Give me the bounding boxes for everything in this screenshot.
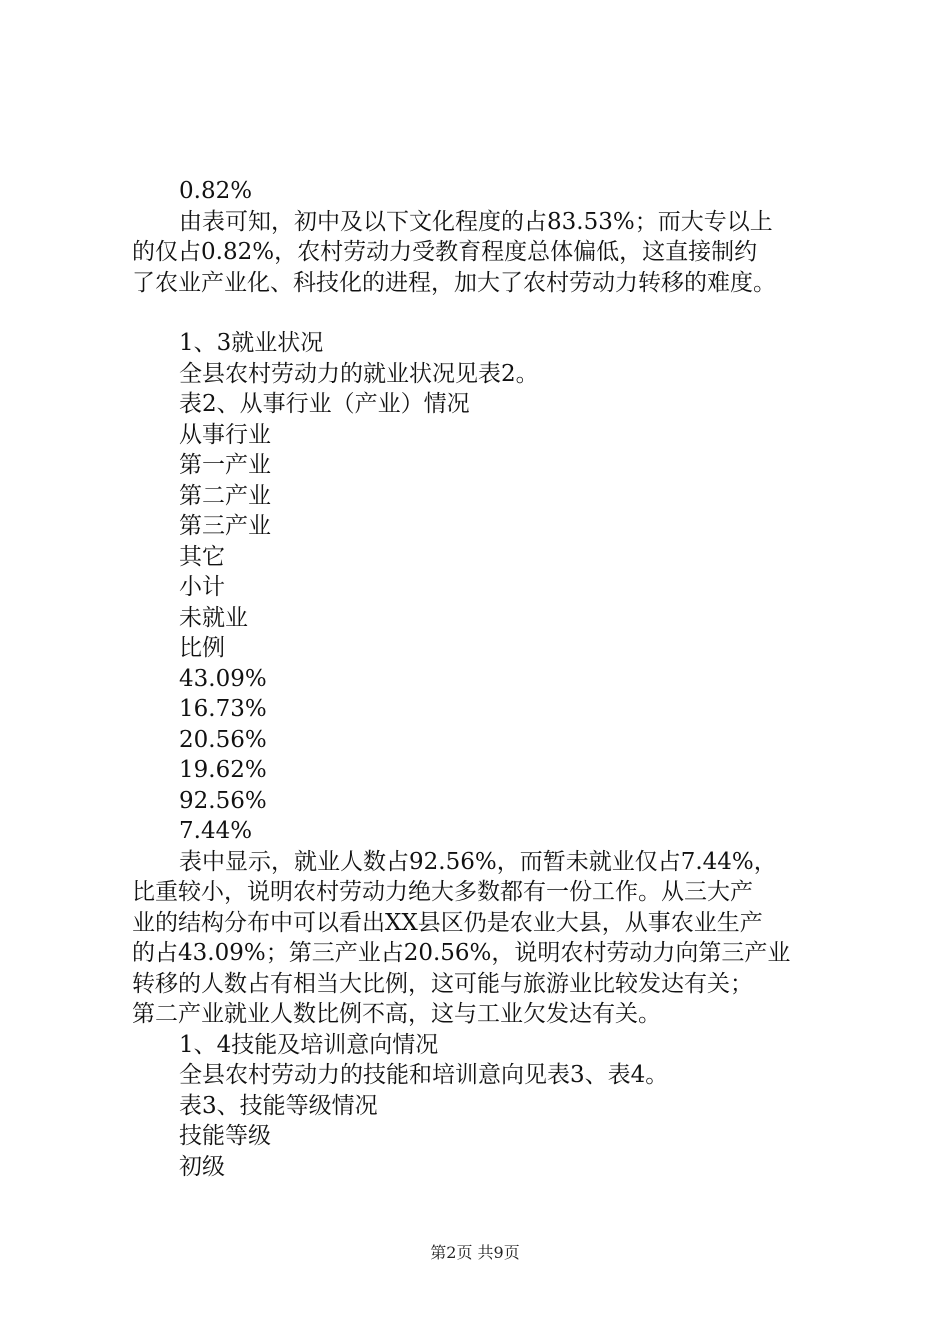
section-heading-1-3: 1、3就业状况 [179, 330, 324, 356]
page-footer [0, 1243, 950, 1263]
section-intro: 全县农村劳动力的就业状况见表2。 [179, 360, 539, 387]
section-intro: 全县农村劳动力的技能和培训意向见表3、表4。 [179, 1062, 669, 1088]
table-cell: 初级 [179, 1153, 225, 1180]
table-cell: 20.56% [179, 726, 267, 753]
paragraph-line: 的占43.09%；第三产业占20.56%，说明农村劳动力向第三产业 [132, 940, 791, 966]
paragraph-line: 比重较小，说明农村劳动力绝大多数都有一份工作。从三大产 [132, 879, 753, 905]
table-cell-value: 0.82% [179, 178, 253, 204]
table-cell: 技能等级 [179, 1123, 271, 1149]
table-cell: 16.73% [179, 696, 267, 722]
table-title: 表3、技能等级情况 [179, 1092, 378, 1119]
table-cell: 92.56% [179, 787, 267, 814]
paragraph-employment-analysis [132, 847, 837, 1030]
table-3-cells [132, 1121, 837, 1182]
table-cell: 43.09% [179, 665, 267, 692]
document-body [132, 176, 837, 1182]
table-cell: 小计 [179, 574, 225, 600]
table-cell: 第二产业 [179, 482, 271, 509]
page-number-label: 第2页 共9页 [430, 1243, 520, 1262]
section-heading-1-4: 1、4技能及培训意向情况 [179, 1031, 439, 1058]
table-cell: 比例 [179, 635, 225, 661]
paragraph-line: 业的结构分布中可以看出XX县区仍是农业大县，从事农业生产 [132, 909, 763, 936]
table-title: 表2、从事行业（产业）情况 [179, 391, 470, 417]
table-cell: 第三产业 [179, 513, 271, 539]
spacer [132, 298, 837, 328]
paragraph-line: 第二产业就业人数比例不高，这与工业欠发达有关。 [132, 1001, 661, 1027]
paragraph-education-summary [132, 207, 837, 299]
table-cell: 未就业 [179, 604, 248, 631]
table-cell: 19.62% [179, 757, 267, 783]
paragraph-line: 了农业产业化、科技化的进程，加大了农村劳动力转移的难度。 [132, 269, 776, 296]
table-cell: 其它 [179, 543, 225, 570]
table-cell: 从事行业 [179, 421, 271, 448]
paragraph-line: 由表可知，初中及以下文化程度的占83.53%；而大专以上 [179, 208, 773, 235]
table-2-cells [132, 420, 837, 847]
table-cell: 第一产业 [179, 452, 271, 478]
table-cell: 7.44% [179, 818, 253, 844]
paragraph-line: 表中显示，就业人数占92.56%，而暂未就业仅占7.44%， [179, 848, 777, 875]
paragraph-line: 转移的人数占有相当大比例，这可能与旅游业比较发达有关； [132, 970, 753, 997]
paragraph-line: 的仅占0.82%，农村劳动力受教育程度总体偏低，这直接制约 [132, 239, 758, 265]
